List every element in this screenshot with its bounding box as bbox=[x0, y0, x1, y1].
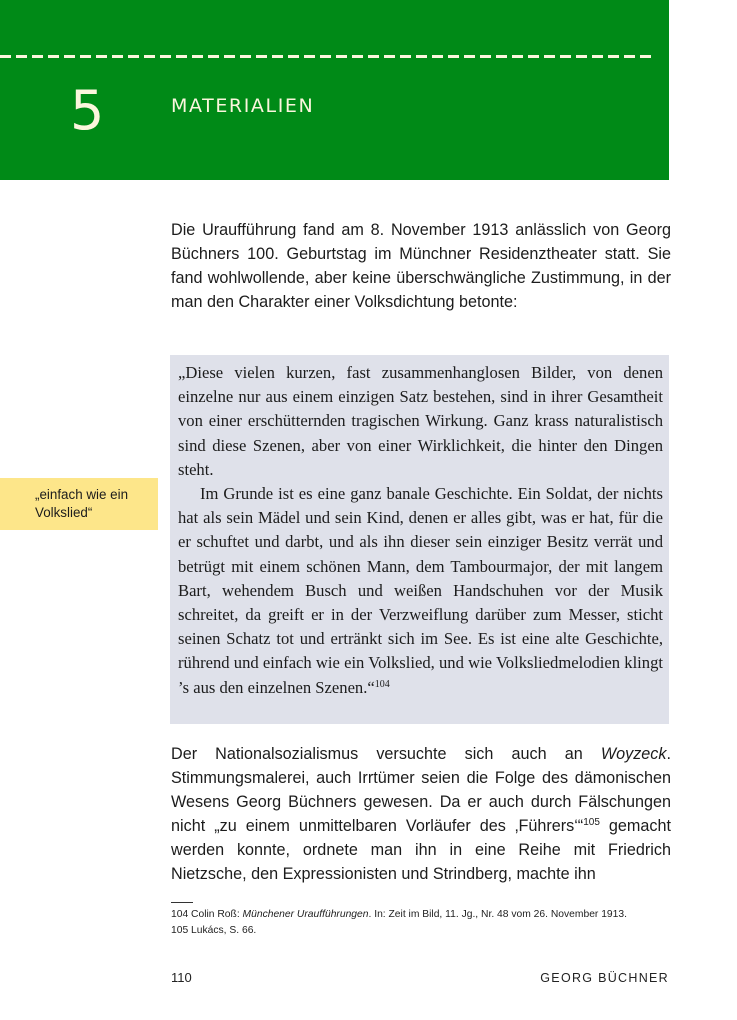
intro-paragraph bbox=[171, 218, 671, 314]
footnote-rule bbox=[171, 902, 193, 903]
running-head: GEORG BÜCHNER bbox=[540, 971, 669, 985]
block-quote-text bbox=[178, 361, 663, 700]
margin-note-text: „einfach wie ein Volkslied“ bbox=[35, 487, 129, 520]
footnote-text: 104 Colin Roß: bbox=[171, 909, 243, 920]
quote-paragraph-2-text: Im Grunde ist es eine ganz banale Geschichte. Ein Soldat, der nichts hat als sein Mädel und sein Kind, denen er alles gibt, was er hat, für die er schuftet und darbt, und als ihn dieser sein einziger Besitz verrät und betrügt mit einem schönen Mann, dem Tambourmajor, der mit langem Bart, wehendem Busch und weißen Handschuhen vor der Musik schreitet, da greift er in der Verzweiflung darüber zum Messer, sticht seinen Schatz tot und ertränkt sich im See. Es ist eine alte Geschichte, rührend und einfach wie ein Volkslied, und wie Volksliedmelodien klingt ’s aus den einzelnen Szenen.“ bbox=[178, 484, 663, 697]
chapter-number: 5 bbox=[70, 79, 104, 142]
text-run: Der Nationalsozialismus versuchte sich auch an bbox=[171, 745, 601, 763]
quote-paragraph-1: „Diese vielen kurzen, fast zusammenhanglosen Bilder, von denen einzelne nur aus einem einzigen Satz bestehen, sind in ihrer Gesamtheit von einer erschütternden tragischen Wirkung. Ganz krass naturalistisch sind diese Szenen, aber von einer Wirklichkeit, die hinter den Dingen steht. bbox=[178, 363, 663, 479]
chapter-title: MATERIALIEN bbox=[171, 95, 315, 117]
footnote-title-italic: Münchener Uraufführungen bbox=[242, 909, 369, 920]
page-number: 110 bbox=[171, 970, 192, 985]
footnote-104 bbox=[171, 907, 671, 923]
intro-paragraph-text: Die Uraufführung fand am 8. November 1913 anlässlich von Georg Büchners 100. Geburtstag im Münchner Residenztheater statt. Sie fand wohlwollende, aber keine überschwängliche Zustimmung, in der man den Charakter einer Volksdichtung betonte: bbox=[171, 221, 671, 311]
footnote-text: . In: Zeit im Bild, 11. Jg., Nr. 48 vom 26. November 1913. bbox=[368, 909, 627, 920]
footnote-text: 105 Lukács, S. 66. bbox=[171, 925, 257, 936]
second-paragraph bbox=[171, 742, 671, 886]
footnotes bbox=[171, 907, 671, 939]
text-run: . Stimmungsmalerei, auch Irrtümer seien die Folge des dämonischen Wesens Georg Büchners gewesen. Da er auch durch Fälschungen nicht „zu einem unmittelbaren Vorläufer des ‚Führers‘“ bbox=[171, 745, 671, 835]
footnote-ref-104[interactable]: 104 bbox=[374, 678, 390, 690]
chapter-header bbox=[0, 0, 669, 180]
footnote-105 bbox=[171, 923, 671, 939]
dashed-divider bbox=[0, 55, 652, 58]
quote-paragraph-2 bbox=[178, 482, 663, 700]
footnote-ref-105[interactable]: 105 bbox=[583, 817, 600, 828]
work-title-italic: Woyzeck bbox=[600, 745, 667, 763]
second-paragraph-text bbox=[171, 742, 671, 886]
text-run: gemacht werden konnte, ordnete man ihn in eine Reihe mit Friedrich Nietzsche, den Expressionisten und Strindberg, machte ihn bbox=[171, 817, 671, 883]
